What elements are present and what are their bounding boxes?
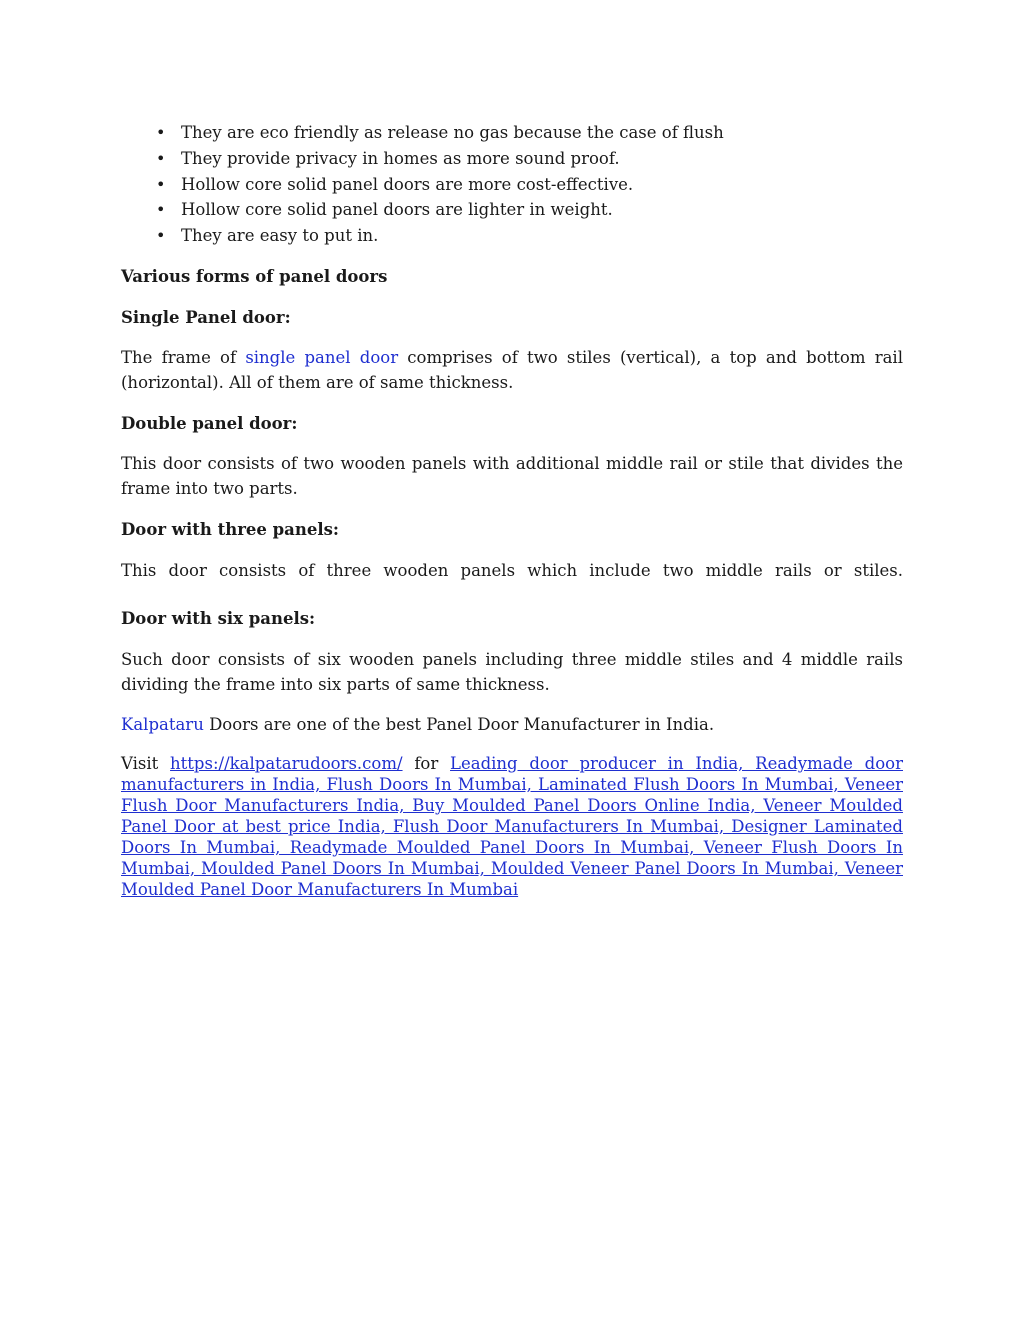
kalpataru-link[interactable]: Kalpataru <box>121 714 204 734</box>
keywords-links[interactable]: Leading door producer in India, Readymade door manufacturers in India, Flush Doors In Mumbai, Laminated Flush Doors In Mumbai, Veneer Flush Door Manufacturers India, Buy Moulded Panel Doors Online India, Veneer Moulded Panel Door at best price India, Flush Door Manufacturers In Mumbai, Designer Laminated Doors In Mumbai, Readymade Moulded Panel Doors In Mumbai, Veneer Flush Doors In Mumbai, Moulded Panel Doors In Mumbai, Moulded Veneer Panel Doors In Mumbai, Veneer Moulded Panel Door Manufacturers In Mumbai <box>121 753 903 899</box>
single-panel-door-link[interactable]: single panel door <box>245 347 399 367</box>
list-item <box>121 120 903 146</box>
website-link[interactable]: https://kalpatarudoors.com/ <box>170 753 403 773</box>
heading-single-panel: Single Panel door: <box>121 307 291 327</box>
list-item <box>121 197 903 223</box>
list-item-text: They are eco friendly as release no gas because the case of flush <box>181 123 724 142</box>
single-panel-paragraph <box>121 345 903 395</box>
benefits-list <box>121 120 903 249</box>
list-item <box>121 172 903 198</box>
kalpataru-paragraph <box>121 712 903 737</box>
list-item-text: Hollow core solid panel doors are lighter in weight. <box>181 200 613 220</box>
document-page <box>121 120 903 900</box>
bullet-icon: • <box>156 200 166 220</box>
six-panels-paragraph: Such door consists of six wooden panels including three middle stiles and 4 middle rails dividing the frame into six parts of same thickness. <box>121 649 903 694</box>
section-heading-various: Various forms of panel doors <box>121 266 388 286</box>
bullet-icon: • <box>156 226 166 246</box>
visit-middle: for <box>402 753 451 773</box>
heading-double-panel: Double panel door: <box>121 413 298 433</box>
bullet-icon: • <box>156 148 166 168</box>
list-item-text: They are easy to put in. <box>181 226 379 246</box>
list-item <box>121 146 903 172</box>
heading-three-panels: Door with three panels: <box>121 519 340 539</box>
single-text-before: The frame of <box>121 347 246 367</box>
list-item <box>121 223 903 249</box>
kalpataru-text: Doors are one of the best Panel Door Manufacturer in India. <box>203 714 715 734</box>
list-item-text: Hollow core solid panel doors are more cost-effective. <box>181 174 634 194</box>
heading-six-panels: Door with six panels: <box>121 608 316 628</box>
three-panels-paragraph: This door consists of three wooden panels which include two middle rails or stiles. <box>121 560 903 580</box>
visit-prefix: Visit <box>121 753 171 773</box>
double-panel-paragraph: This door consists of two wooden panels with additional middle rail or stile that divides the frame into two parts. <box>121 453 903 498</box>
bullet-icon: • <box>156 123 166 142</box>
single-text-after: comprises of two stiles (vertical), a top and bottom rail (horizontal). All of them are of same thickness. <box>121 347 903 392</box>
bullet-icon: • <box>156 174 166 194</box>
list-item-text: They provide privacy in homes as more sound proof. <box>181 148 620 168</box>
visit-paragraph <box>121 753 903 900</box>
